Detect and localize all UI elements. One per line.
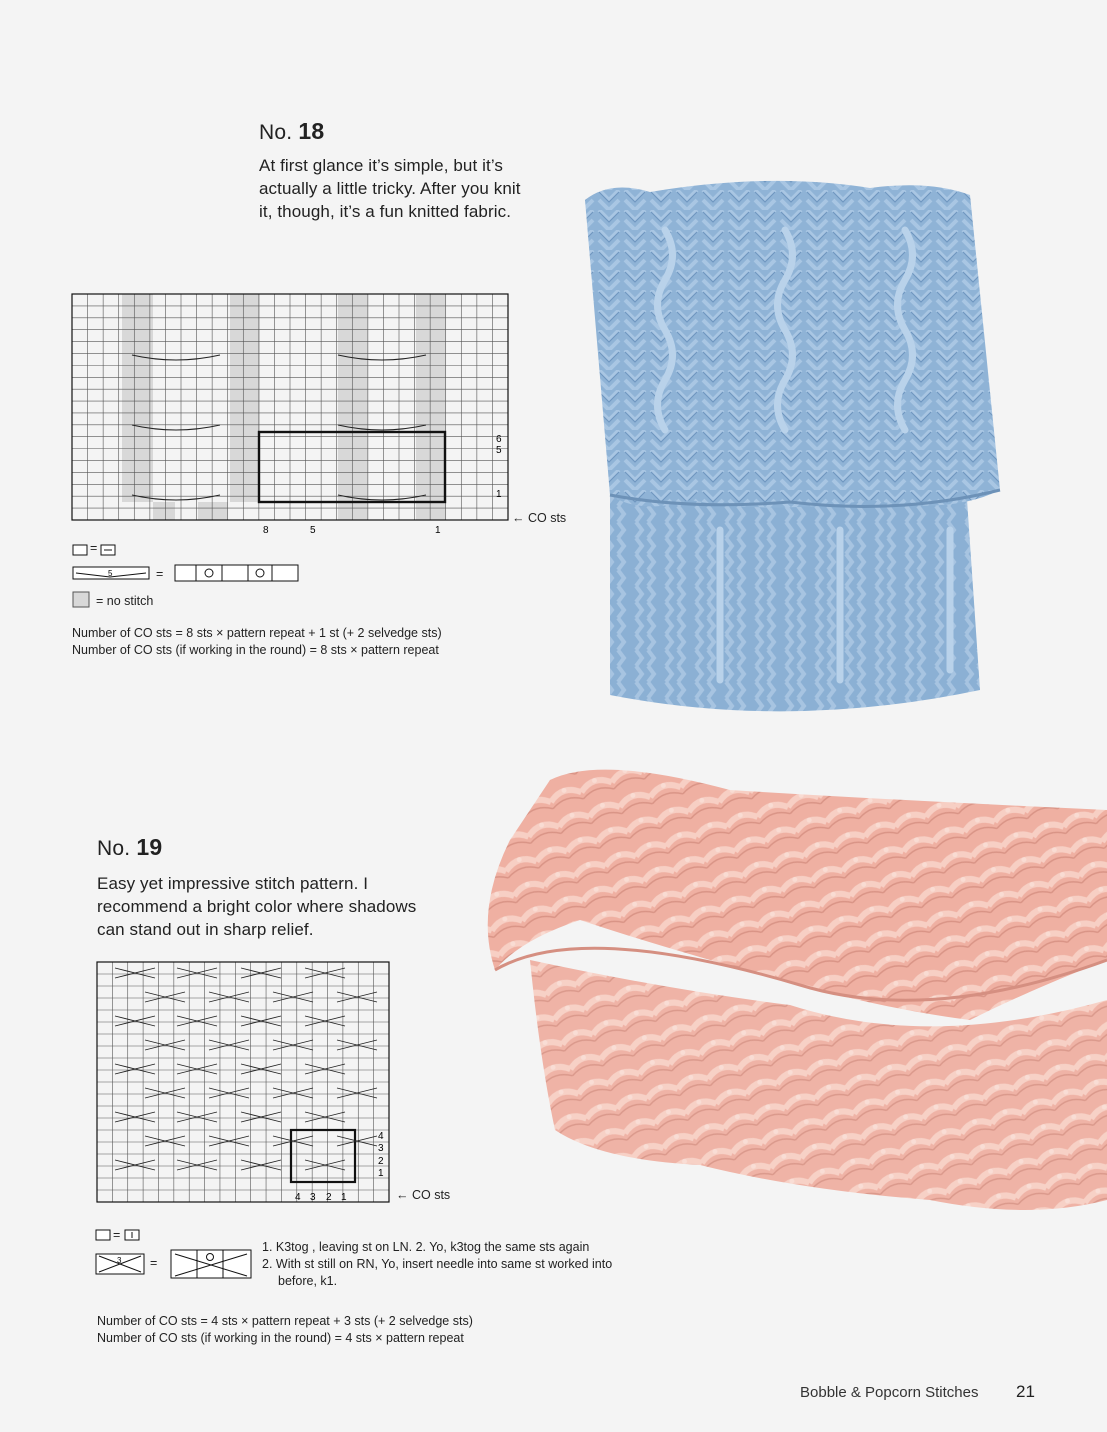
- pink-swatch-photo: [470, 760, 1107, 1220]
- row-label: 2: [378, 1156, 384, 1167]
- row-label: 4: [378, 1131, 384, 1142]
- row-label: 5: [496, 445, 502, 456]
- section-title: Bobble & Popcorn Stitches: [800, 1384, 979, 1401]
- col-label: 1: [435, 525, 441, 536]
- row-label: 6: [496, 434, 502, 445]
- stitch-instructions: 1. K3tog , leaving st on LN. 2. Yo, k3tog the same sts again 2. With st still on RN, Yo, insert needle into same st worked into before, k1.: [262, 1240, 613, 1288]
- row-label: 3: [378, 1143, 384, 1154]
- col-label: 3: [310, 1192, 316, 1203]
- chart-pattern-18: [70, 292, 570, 537]
- svg-text:3: 3: [117, 1256, 122, 1265]
- chart-pattern-19: [95, 960, 395, 1215]
- no-stitch-label: = no stitch: [96, 594, 154, 608]
- pattern-number: No. 18: [259, 118, 325, 144]
- col-label: 1: [341, 1192, 347, 1203]
- pattern-description: At first glance it’s simple, but it’s actually a little tricky. After you knit it, though, it’s a fun knitted fabric.: [259, 156, 521, 221]
- col-label: 8: [263, 525, 269, 536]
- page-number: 21: [1016, 1382, 1035, 1401]
- co-sts-label: ← CO sts: [512, 511, 567, 525]
- pattern-number: No. 19: [97, 834, 163, 860]
- co-sts-label: ← CO sts: [396, 1188, 451, 1202]
- svg-text:5: 5: [108, 569, 113, 578]
- co-notes: Number of CO sts = 8 sts × pattern repeat + 1 st (+ 2 selvedge sts) Number of CO sts (if working in the round) = 8 sts × pattern repeat: [72, 626, 442, 657]
- pattern-description: Easy yet impressive stitch pattern. I recommend a bright color where shadows can stand out in sharp relief.: [97, 874, 417, 939]
- no-stitch-areas: [122, 294, 446, 520]
- co-notes: Number of CO sts = 4 sts × pattern repeat + 3 sts (+ 2 selvedge sts) Number of CO sts (if working in the round) = 4 sts × pattern repeat: [97, 1314, 473, 1345]
- blue-swatch-photo: [570, 170, 1040, 730]
- row-label: 1: [496, 489, 502, 500]
- col-label: 4: [295, 1192, 301, 1203]
- row-label: 1: [378, 1168, 384, 1179]
- col-label: 5: [310, 525, 316, 536]
- col-label: 2: [326, 1192, 332, 1203]
